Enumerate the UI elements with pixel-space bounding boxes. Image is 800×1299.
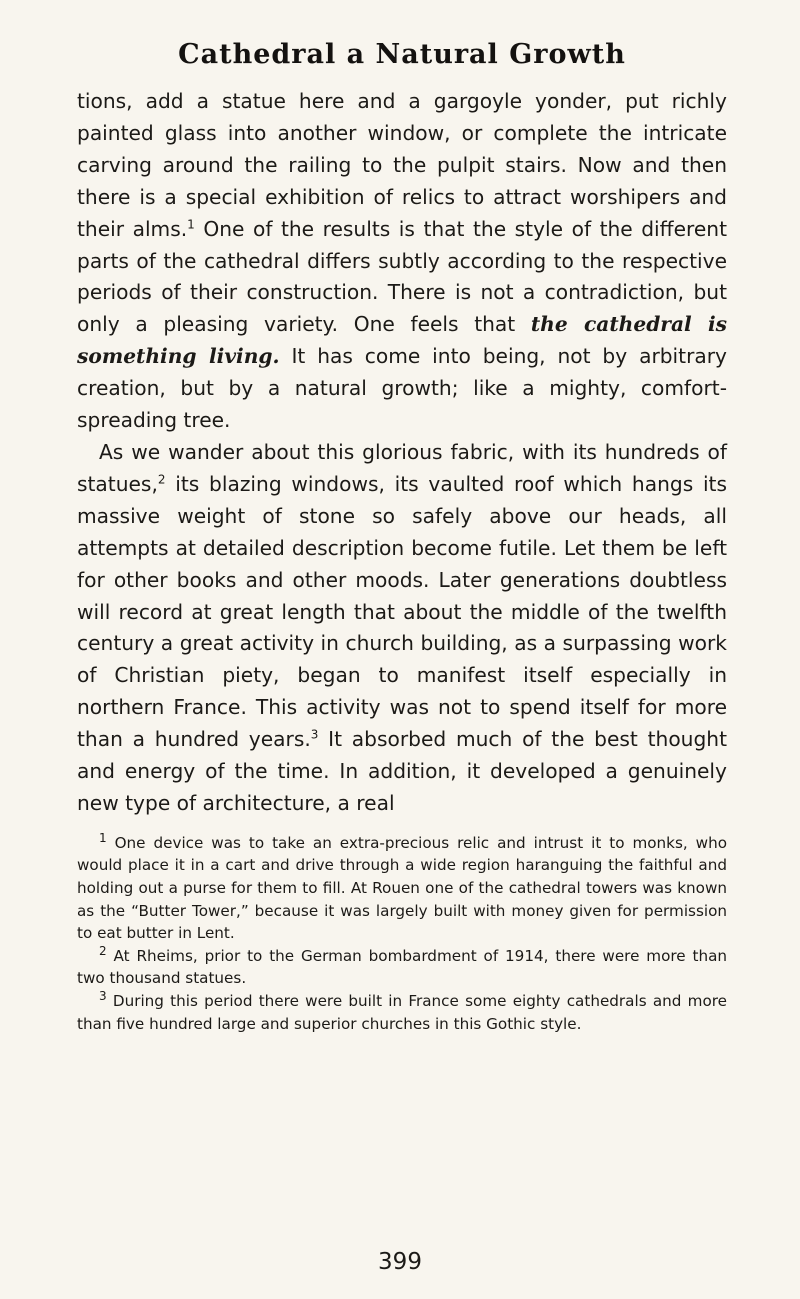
- footnote-ref-2: 2: [157, 472, 166, 487]
- footnote-2: [77, 945, 727, 990]
- footnote-marker-3: 3: [99, 988, 107, 1003]
- paragraph-2-part-1: As we wander about this glorious fabric, with its hundreds of statues,: [77, 439, 727, 496]
- footnote-1: [77, 832, 727, 945]
- footnote-ref-3: 3: [310, 727, 319, 742]
- footnotes: [77, 832, 727, 1035]
- book-page: [77, 38, 727, 1035]
- emphasized-phrase: the cathedral is something living.: [77, 312, 727, 369]
- footnote-text-3: During this period there were built in France some eighty cathedrals and more than five hundred large and superior churches in this Gothic style.: [77, 992, 727, 1033]
- page-number: 399: [378, 1249, 422, 1275]
- paragraph-1: [77, 86, 727, 437]
- running-head: Cathedral a Natural Growth: [178, 39, 626, 70]
- paragraph-1-part-2: One of the results is that the style of the different parts of the cathedral differs subtly according to the respective periods of their construction. There is not a contradiction, but only a pleasing variety. One feels that: [77, 216, 727, 337]
- footnote-marker-1: 1: [99, 830, 107, 845]
- footnote-marker-2: 2: [99, 943, 107, 958]
- paragraph-1-part-1: tions, add a statue here and a gargoyle yonder, put richly painted glass into another window, or complete the intricate carving around the railing to the pulpit stairs. Now and then there is a special exhibition of relics to attract worshipers and their alms.: [77, 89, 727, 241]
- body-text: [77, 86, 727, 820]
- paragraph-2-part-2: its blazing windows, its vaulted roof which hangs its massive weight of stone so safely above our heads, all attempts at detailed description become futile. Let them be left for other books and other moods. Later generations doubtless will record at great length that about the middle of the twelfth century a great activity in church building, as a surpassing work of Christian piety, began to manifest itself especially in northern France. This activity was not to spend itself for more than a hundred years.: [77, 471, 727, 752]
- paragraph-2-part-3: It absorbed much of the best thought and energy of the time. In addition, it developed a genuinely new type of architecture, a real: [77, 727, 727, 815]
- footnote-3: [77, 990, 727, 1035]
- paragraph-2: [77, 437, 727, 820]
- paragraph-1-part-3: It has come into being, not by arbitrary creation, but by a natural growth; like a mighty, comfort-spreading tree.: [77, 344, 727, 433]
- footnote-text-1: One device was to take an extra-precious relic and intrust it to monks, who would place it in a cart and drive through a wide region haranguing the faithful and holding out a purse for them to fill. At Rouen one of the cathedral towers was known as the “Butter Tower,” because it was largely built with money given for permission to eat butter in Lent.: [77, 833, 727, 943]
- footnote-ref-1: 1: [187, 216, 195, 231]
- footnote-text-2: At Rheims, prior to the German bombardment of 1914, there were more than two thousand statues.: [77, 946, 727, 988]
